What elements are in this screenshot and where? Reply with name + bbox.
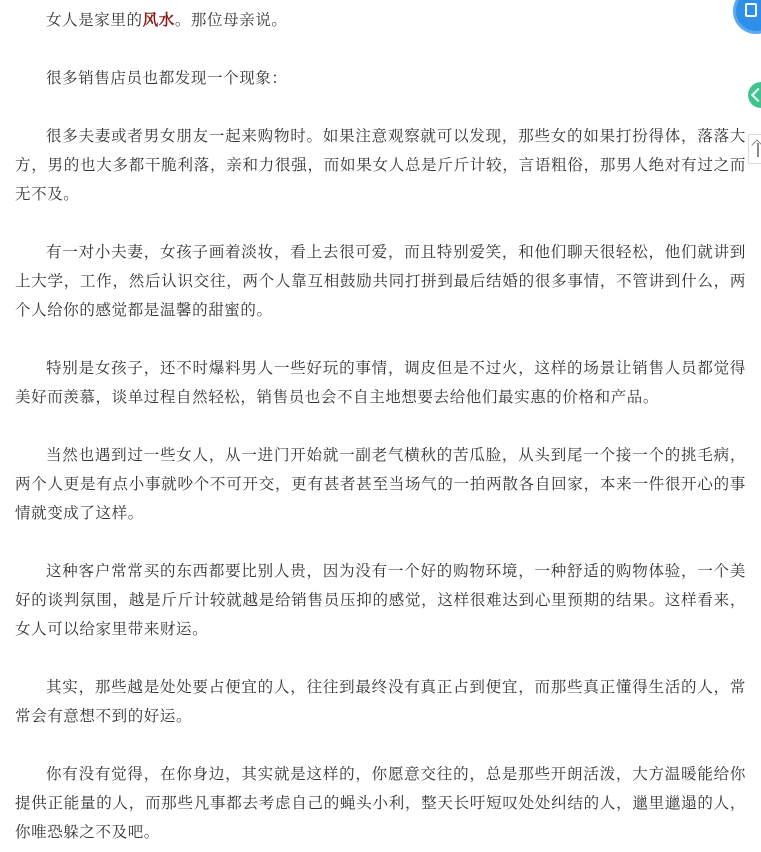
paragraph-4: 有一对小夫妻，女孩子画着淡妆，看上去很可爱，而且特别爱笑，和他们聊天很轻松，他们就讲到上大学，工作，然后认识交往，两个人靠互相鼓励共同打拼到最后结婚的很多事情，不管讲到什么，两个人给你的感觉都是温馨的甜蜜的。 — [15, 243, 746, 319]
paragraph-8: 其实，那些越是处处要占便宜的人，往往到最终没有真正占到便宜，而那些真正懂得生活的人，常常会有意想不到的好运。 — [15, 678, 746, 725]
paragraph-1-after: 。那位母亲说。 — [174, 11, 288, 29]
paragraph-7: 这种客户常常买的东西都要比别人贵，因为没有一个好的购物环境，一种舒适的购物体验，一个美好的谈判氛围，越是斤斤计较就越是给销售员压抑的感觉，这样很难达到心里预期的结果。这样看来，女人可以给家里带来财运。 — [15, 562, 746, 638]
back-to-top-button[interactable] — [748, 134, 761, 164]
paragraph-1 — [15, 6, 746, 35]
paragraph-5: 特别是女孩子，还不时爆料男人一些好玩的事情，调皮但是不过火，这样的场景让销售人员都觉得美好而羡慕，谈单过程自然轻松，销售员也会不自主地想要去给他们最实惠的价格和产品。 — [15, 359, 746, 406]
paragraph-3: 很多夫妻或者男女朋友一起来购物时。如果注意观察就可以发现，那些女的如果打扮得体，落落大方，男的也大多都干脆利落，亲和力很强，而如果女人总是斤斤计较，言语粗俗，那男人绝对有过之而无不及。 — [15, 127, 746, 203]
paragraph-2: 很多销售店员也都发现一个现象： — [46, 69, 288, 87]
back-to-top-icon-stem — [757, 143, 759, 157]
paragraph-9: 你有没有觉得，在你身边，其实就是这样的，你愿意交往的，总是那些开朗活泼，大方温暖能给你提供正能量的人，而那些凡事都去考虑自己的蝇头小利，整天长吁短叹处处纠结的人，邋里邋遢的人，你唯恐躲之不及吧。 — [15, 765, 746, 841]
keyword-link-fengshui[interactable]: 风水 — [142, 11, 175, 29]
paragraph-1-before: 女人是家里的 — [46, 11, 143, 29]
share-icon — [751, 88, 761, 102]
article-body — [15, 6, 746, 847]
share-float-button[interactable] — [748, 82, 761, 108]
paragraph-6: 当然也遇到过一些女人，从一进门开始就一副老气横秋的苦瓜脸，从头到尾一个接一个的挑毛病，两个人更是有点小事就吵个不可开交，更有甚者甚至当场气的一拍两散各自回家，本来一件很开心的事情就变成了这样。 — [15, 446, 746, 522]
feedback-icon — [745, 3, 757, 17]
